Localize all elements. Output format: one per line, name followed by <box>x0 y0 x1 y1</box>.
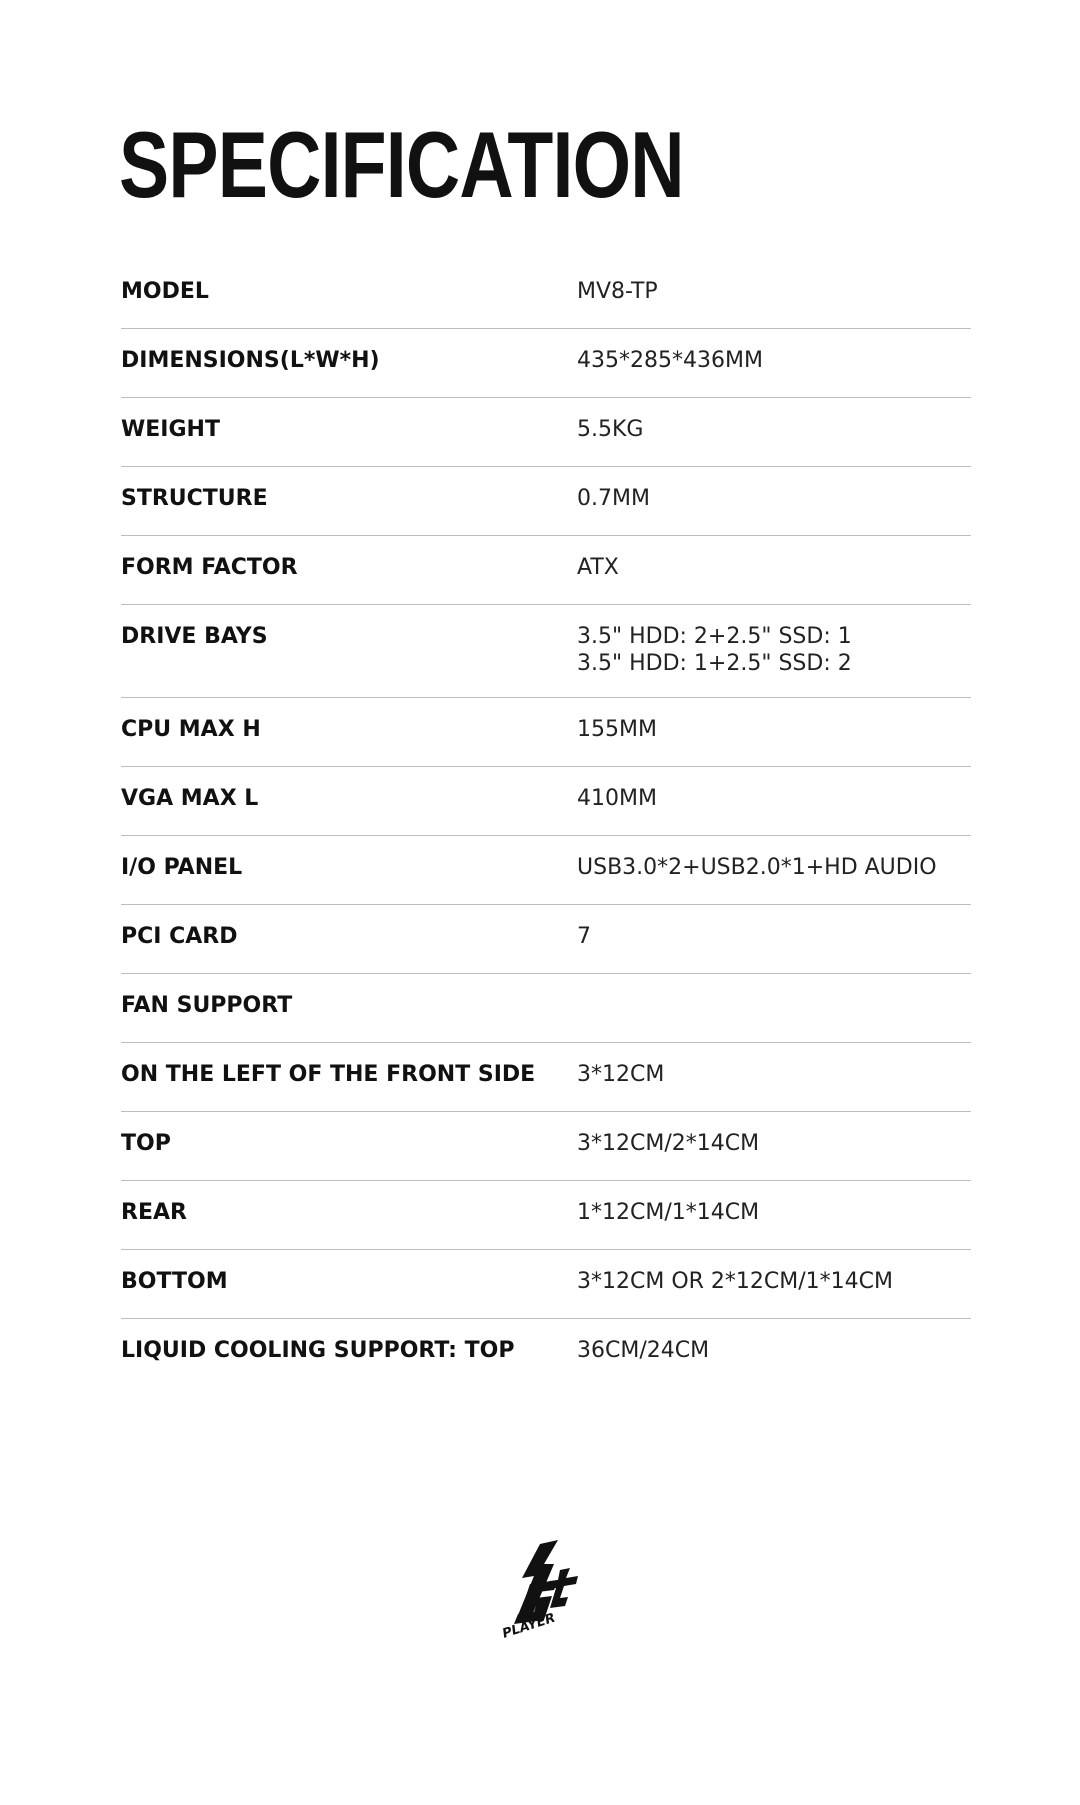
spec-label: DRIVE BAYS <box>121 624 268 649</box>
spec-label: ON THE LEFT OF THE FRONT SIDE <box>121 1062 536 1087</box>
spec-row-top <box>121 1112 971 1181</box>
spec-label: DIMENSIONS(L*W*H) <box>121 348 380 373</box>
spec-row-drive-bays <box>121 605 971 698</box>
spec-row-liquid-cooling <box>121 1319 971 1388</box>
spec-value: 3*12CM OR 2*12CM/1*14CM <box>577 1269 894 1294</box>
spec-value: 410MM <box>577 786 657 811</box>
spec-label: FORM FACTOR <box>121 555 298 580</box>
spec-value: 155MM <box>577 717 657 742</box>
spec-row-weight <box>121 398 971 467</box>
spec-value: 5.5KG <box>577 417 644 442</box>
spec-value: MV8-TP <box>577 279 658 304</box>
spec-value: 0.7MM <box>577 486 650 511</box>
spec-value: USB3.0*2+USB2.0*1+HD AUDIO <box>577 855 937 880</box>
spec-label: CPU MAX H <box>121 717 261 742</box>
spec-row-model <box>121 260 971 329</box>
page-title: SPECIFICATION <box>119 112 684 217</box>
spec-row-structure <box>121 467 971 536</box>
spec-label: STRUCTURE <box>121 486 268 511</box>
spec-label: PCI CARD <box>121 924 238 949</box>
spec-label: VGA MAX L <box>121 786 259 811</box>
spec-table <box>121 260 971 1388</box>
spec-label: TOP <box>121 1131 171 1156</box>
spec-value: 435*285*436MM <box>577 348 763 373</box>
spec-value: 3*12CM/2*14CM <box>577 1131 760 1156</box>
spec-value: 3.5" HDD: 2+2.5" SSD: 1 3.5" HDD: 1+2.5" SSD: 2 <box>577 624 852 676</box>
spec-value: ATX <box>577 555 619 580</box>
spec-row-bottom <box>121 1250 971 1319</box>
spec-row-rear <box>121 1181 971 1250</box>
spec-row-vga-max-l <box>121 767 971 836</box>
spec-label: BOTTOM <box>121 1269 228 1294</box>
spec-label: FAN SUPPORT <box>121 993 293 1018</box>
spec-label: REAR <box>121 1200 187 1225</box>
brand-logo-icon <box>500 1540 590 1650</box>
spec-label: WEIGHT <box>121 417 220 442</box>
spec-label: LIQUID COOLING SUPPORT: TOP <box>121 1338 515 1363</box>
spec-label: MODEL <box>121 279 209 304</box>
spec-value: 1*12CM/1*14CM <box>577 1200 760 1225</box>
logo-wordmark: PLAYER <box>500 1610 558 1642</box>
spec-row-fan-support <box>121 974 971 1043</box>
spec-value: 7 <box>577 924 591 949</box>
spec-row-dimensions <box>121 329 971 398</box>
spec-value: 3*12CM <box>577 1062 665 1087</box>
spec-row-cpu-max-h <box>121 698 971 767</box>
spec-row-front-left <box>121 1043 971 1112</box>
spec-row-io-panel <box>121 836 971 905</box>
spec-row-form-factor <box>121 536 971 605</box>
spec-label: I/O PANEL <box>121 855 243 880</box>
spec-row-pci-card <box>121 905 971 974</box>
spec-value: 36CM/24CM <box>577 1338 710 1363</box>
